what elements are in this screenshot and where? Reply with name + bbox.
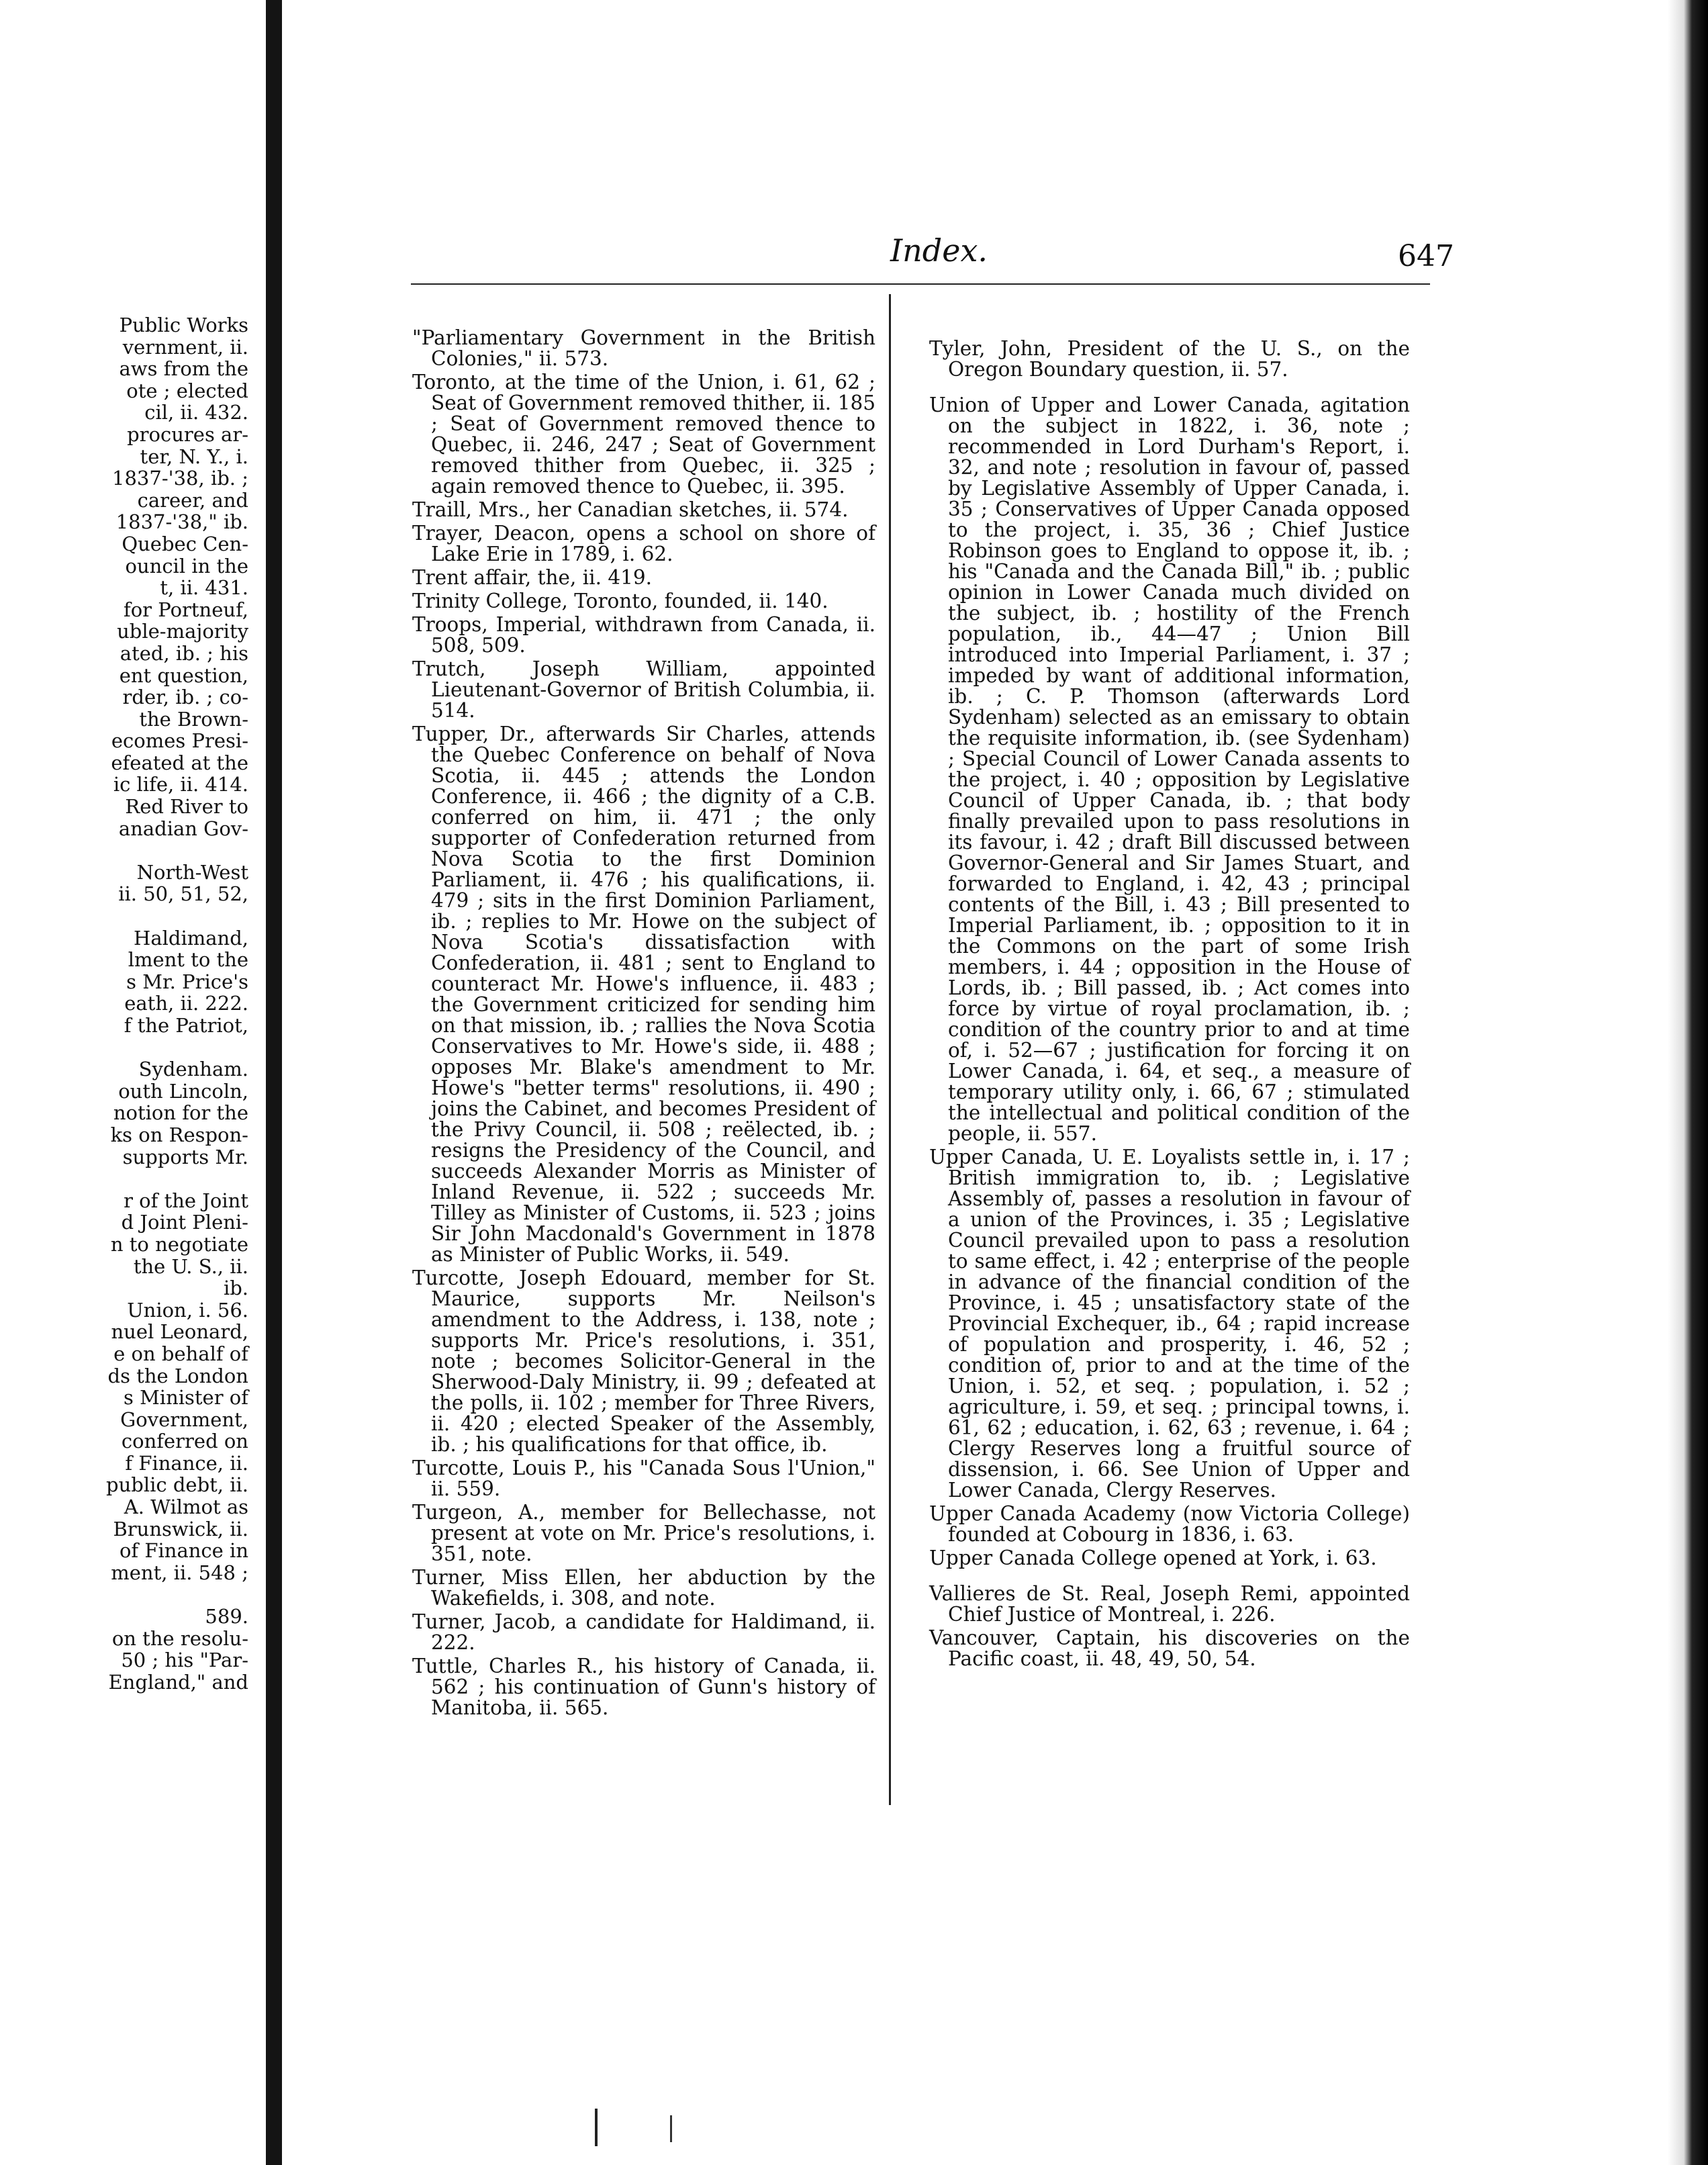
index-entry: Tuttle, Charles R., his history of Canada, ii. 562 ; his continuation of Gunn's history of Manitoba, ii. 565. (412, 1655, 875, 1719)
facing-page-line: ks on Respon- (110, 1123, 248, 1146)
facing-page-line: for Portneuf, (123, 598, 248, 621)
facing-page-text (0, 314, 248, 1693)
page-edge-shadow (1668, 0, 1708, 2165)
facing-page-line: ib. (223, 1277, 248, 1300)
index-entry: Trent affair, the, ii. 419. (412, 566, 653, 589)
facing-page-line: Brunswick, ii. (113, 1517, 248, 1540)
index-entry: Vallieres de St. Real, Joseph Remi, appointed Chief Justice of Montreal, i. 226. (929, 1582, 1410, 1626)
facing-page-line: Red River to (125, 795, 248, 819)
facing-page-line: s Minister of (124, 1386, 248, 1410)
header-rule (411, 283, 1430, 285)
book-gutter (266, 0, 282, 2165)
index-entry: Toronto, at the time of the Union, i. 61, 62 ; Seat of Government removed thither, ii. 185 ; Seat of Government removed thence to Quebec, ii. 246, 247 ; Seat of Government removed thither from Quebec, ii. 325 ; again removed thence to Quebec, ii. 395. (412, 371, 875, 498)
facing-page-line: f Finance, ii. (125, 1451, 248, 1475)
facing-page-line: Sydenham. (138, 1058, 248, 1081)
scan-mark (595, 2109, 598, 2146)
facing-page-line: notion for the (113, 1101, 248, 1125)
facing-page-line: Public Works (119, 314, 248, 336)
facing-page-line: ter, N. Y., i. (140, 445, 248, 468)
facing-page-line: outh Lincoln, (118, 1079, 248, 1103)
facing-page-line (0, 1168, 248, 1190)
facing-page-line: ent question, (119, 663, 248, 687)
facing-page-line (0, 905, 248, 927)
facing-page-line: vernment, ii. (122, 335, 248, 359)
index-column-left (412, 328, 875, 1721)
facing-page-line: public debt, ii. (106, 1473, 248, 1497)
index-entry: Troops, Imperial, withdrawn from Canada, ii. 508, 509. (412, 613, 875, 657)
facing-page-line: eath, ii. 222. (124, 992, 248, 1015)
running-header: Index. (890, 232, 988, 269)
column-divider (889, 294, 891, 1805)
facing-page-line: the U. S., ii. (133, 1254, 248, 1278)
facing-page-line: s Mr. Price's (126, 970, 248, 993)
facing-page-line: ii. 50, 51, 52, (118, 882, 248, 906)
index-entry: Trayer, Deacon, opens a school on shore of Lake Erie in 1789, i. 62. (412, 522, 875, 565)
index-column-right (929, 338, 1410, 1672)
facing-page-line: ecomes Presi- (111, 729, 248, 753)
facing-page-line: efeated at the (111, 751, 248, 774)
index-entry: Tyler, John, President of the U. S., on the Oregon Boundary question, ii. 57. (929, 337, 1410, 381)
facing-page-line: 589. (205, 1605, 248, 1628)
facing-page-line: the Brown- (139, 707, 248, 731)
facing-page-line: ated, ib. ; his (120, 641, 248, 665)
facing-page-line: aws from the (119, 357, 248, 381)
facing-page-line: 50 ; his "Par- (121, 1649, 248, 1672)
facing-page-line: ds the London (107, 1364, 248, 1387)
facing-page-line: career, and (137, 488, 248, 512)
facing-page-line: rder, ib. ; co- (122, 686, 248, 709)
facing-page-edge (0, 0, 266, 2165)
index-entry: Tupper, Dr., afterwards Sir Charles, attends the Quebec Conference on behalf of Nova Scotia, ii. 445 ; attends the London Conference, ii. 466 ; the dignity of a C.B. conferred on him, ii. 471 ; the only supporter of Confederation returned from Nova Scotia to the first Dominion Parliament, ii. 476 ; his qualifications, ii. 479 ; sits in the first Dominion Parliament, ib. ; replies to Mr. Howe on the subject of Nova Scotia's dissatisfaction with Confederation, ii. 481 ; sent to England to counteract Mr. Howe's influence, ii. 483 ; the Government criticized for sending him on that mission, ib. ; rallies the Nova Scotia Conservatives to Mr. Howe's side, ii. 488 ; opposes Mr. Blake's amendment to Mr. Howe's "better terms" resolutions, ii. 490 ; joins the Cabinet, and becomes President of the Privy Council, ii. 508 ; reëlected, ib. ; resigns the Presidency of the Council, and succeeds Alexander Morris as Minister of Inland Revenue, ii. 522 ; succeeds Mr. Tilley as Minister of Customs, ii. 523 ; joins Sir John Macdonald's Government in 1878 as Minister of Public Works, ii. 549. (412, 723, 875, 1266)
facing-page-line: Government, (120, 1408, 248, 1431)
index-entry: Turner, Miss Ellen, her abduction by the Wakefields, i. 308, and note. (412, 1566, 875, 1610)
facing-page-line: Haldimand, (134, 926, 248, 950)
index-entry: Turcotte, Louis P., his "Canada Sous l'Union," ii. 559. (412, 1457, 875, 1500)
facing-page-line: uble-majority (117, 620, 248, 643)
facing-page-line: ic life, ii. 414. (113, 773, 248, 796)
facing-page-line: A. Wilmot as (124, 1495, 248, 1519)
scan-mark (670, 2115, 672, 2142)
index-entry: Upper Canada College opened at York, i. 63. (929, 1547, 1377, 1569)
facing-page-line: 1837-'38, ib. ; (112, 467, 248, 490)
index-entry: Turgeon, A., member for Bellechasse, not present at vote on Mr. Price's resolutions, i. 351, note. (412, 1501, 875, 1565)
index-entry: Trinity College, Toronto, founded, ii. 140. (412, 590, 828, 612)
facing-page-line: t, ii. 431. (160, 576, 248, 600)
facing-page-line: d Joint Pleni- (121, 1211, 248, 1234)
facing-page-line (0, 839, 248, 862)
facing-page-line: of Finance in (119, 1539, 248, 1563)
facing-page-line: ote ; elected (126, 379, 248, 402)
facing-page-line: e on behalf of (113, 1342, 248, 1365)
index-entry: Turcotte, Joseph Edouard, member for St. Maurice, supports Mr. Neilson's amendment to the Address, i. 138, note ; supports Mr. Price's resolutions, i. 351, note ; becomes Solicitor-General in the Sherwood-Daly Ministry, ii. 99 ; defeated at the polls, ii. 102 ; member for Three Rivers, ii. 420 ; elected Speaker of the Assembly, ib. ; his qualifications for that office, ib. (412, 1266, 875, 1456)
facing-page-line: 1837-'38," ib. (115, 510, 248, 534)
facing-page-line: North-West (136, 860, 248, 884)
facing-page-line: f the Patriot, (124, 1014, 248, 1037)
facing-page-line: procures ar- (127, 422, 248, 446)
index-entry: Trutch, Joseph William, appointed Lieutenant-Governor of British Columbia, ii. 514. (412, 657, 875, 722)
facing-page-line: on the resolu- (111, 1626, 248, 1650)
index-entry: Turner, Jacob, a candidate for Haldimand, ii. 222. (412, 1610, 875, 1654)
facing-page-line (0, 1583, 248, 1606)
index-entry: "Parliamentary Government in the British Colonies," ii. 573. (412, 326, 875, 370)
facing-page-line: anadian Gov- (118, 817, 248, 840)
facing-page-line: ouncil in the (125, 554, 248, 578)
facing-page-line: lment to the (128, 948, 248, 972)
facing-page-line: n to negotiate (110, 1232, 248, 1256)
facing-page-line: England," and (108, 1670, 248, 1694)
facing-page-line (0, 1037, 248, 1059)
facing-page-line: conferred on (121, 1430, 248, 1453)
index-entry: Upper Canada Academy (now Victoria College) founded at Cobourg in 1836, i. 63. (929, 1502, 1410, 1546)
page-number: 647 (1398, 239, 1454, 273)
index-entry: Upper Canada, U. E. Loyalists settle in, i. 17 ; British immigration to, ib. ; Legislative Assembly of, passes a resolution in favour of a union of the Provinces, i. 35 ; Legislative Council prevailed upon to pass a resolution to same effect, i. 42 ; enterprise of the people in advance of the financial condition of the Province, i. 45 ; unsatisfactory state of the Provincial Exchequer, ib., 64 ; rapid increase of population and prosperity, i. 46, 52 ; condition of, prior to and at the time of the Union, i. 52, et seq. ; population, i. 52 ; agriculture, i. 59, et seq. ; principal towns, i. 61, 62 ; education, i. 62, 63 ; revenue, i. 64 ; Clergy Reserves long a fruitful source of dissension, i. 66. See Union of Upper and Lower Canada, Clergy Reserves. (929, 1146, 1410, 1502)
facing-page-line: Quebec Cen- (122, 532, 248, 555)
facing-page-line: nuel Leonard, (111, 1320, 248, 1344)
facing-page-line: Union, i. 56. (127, 1298, 248, 1322)
facing-page-line: cil, ii. 432. (144, 401, 248, 424)
facing-page-line: supports Mr. (122, 1145, 248, 1168)
index-entry: Vancouver, Captain, his discoveries on the Pacific coast, ii. 48, 49, 50, 54. (929, 1626, 1410, 1670)
index-page (282, 0, 1708, 2165)
index-entry: Union of Upper and Lower Canada, agitation on the subject in 1822, i. 36, note ; recommended in Lord Durham's Report, i. 32, and note ; resolution in favour of, passed by Legislative Assembly of Upper Canada, i. 35 ; Conservatives of Upper Canada opposed to the project, i. 35, 36 ; Chief Justice Robinson goes to England to oppose it, ib. ; his "Canada and the Canada Bill," ib. ; public opinion in Lower Canada much divided on the subject, ib. ; hostility of the French population, ib., 44—47 ; Union Bill introduced into Imperial Parliament, i. 37 ; impeded by want of additional information, ib. ; C. P. Thomson (afterwards Lord Sydenham) selected as an emissary to obtain the requisite information, ib. (see Sydenham) ; Special Council of Lower Canada assents to the project, i. 40 ; opposition by Legislative Council of Upper Canada, ib. ; that body finally prevailed upon to pass resolutions in its favour, i. 42 ; draft Bill discussed between Governor-General and Sir James Stuart, and forwarded to England, i. 42, 43 ; principal contents of the Bill, i. 43 ; Bill presented to Imperial Parliament, ib. ; opposition to it in the Commons on the part of some Irish members, i. 44 ; opposition in the House of Lords, ib. ; Bill passed, ib. ; Act comes into force by virtue of royal proclamation, ib. ; condition of the country prior to and at time of, i. 52—67 ; justification for forcing it on Lower Canada, i. 64, et seq., a measure of temporary utility only, i. 66, 67 ; stimulated the intellectual and political condition of the people, ii. 557. (929, 394, 1410, 1145)
facing-page-line: r of the Joint (124, 1189, 248, 1212)
index-entry: Traill, Mrs., her Canadian sketches, ii. 574. (412, 498, 849, 521)
facing-page-line: ment, ii. 548 ; (111, 1561, 248, 1584)
